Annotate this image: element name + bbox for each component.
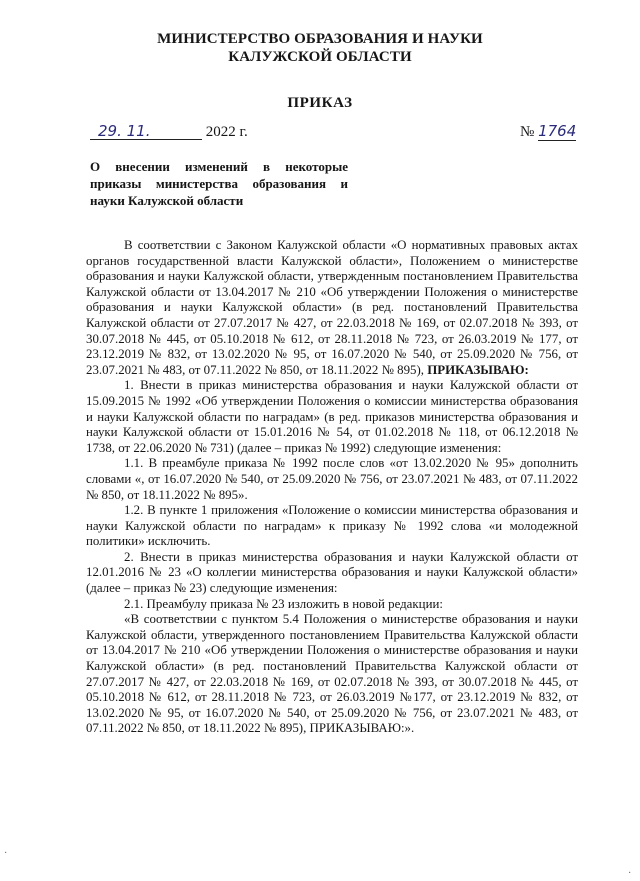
order-date <box>90 124 248 141</box>
number-prefix: № <box>520 124 535 140</box>
order-subject: О внесении изменений в некоторые приказы министерства образования и науки Калужской области <box>90 159 348 208</box>
ministry-header <box>0 30 640 66</box>
scan-mark-right: · <box>628 868 632 879</box>
ministry-name-line2: КАЛУЖСКОЙ ОБЛАСТИ <box>228 49 412 65</box>
clause-2: 2. Внести в приказ министерства образования и науки Калужской области от 12.01.2016 № 23 «О коллегии министерства образования и науки Калужской области» (далее – приказ № 23) следующие изменения: <box>86 549 578 596</box>
handwritten-number: 1764 <box>538 122 577 140</box>
order-body <box>86 238 578 737</box>
clause-1-2: 1.2. В пункте 1 приложения «Положение о комиссии министерства образования и науки Калужской области по наградам» к приказу № 1992 слова «и молодежной политики» исключить. <box>86 503 578 549</box>
ministry-name-line1: МИНИСТЕРСТВО ОБРАЗОВАНИЯ И НАУКИ <box>157 31 483 47</box>
clause-2-1: 2.1. Преамбулу приказа № 23 изложить в новой редакции: <box>124 596 443 611</box>
preamble-paragraph: В соответствии с Законом Калужской области «О нормативных правовых актах органов государственной власти Калужской области», Положением о министерстве образования и науки Калужской области, утвержденным постановлением Правительства Калужской области от 13.04.2017 № 210 «Об утверждении Положения о министерстве образования и науки Калужской области» (в ред. постановлений Правительства Калужской области от 27.07.2017 № 427, от 22.03.2018 № 169, от 02.07.2018 № 393, от 30.07.2018 № 445, от 05.10.2018 № 612, от 28.11.2018 № 723, от 26.03.2019 № 177, от 23.12.2019 № 832, от 13.02.2020 № 95, от 16.07.2020 № 540, от 25.09.2020 № 756, от 23.07.2021 № 483, от 07.11.2022 № 850, от 18.11.2022 № 895), ПРИКАЗЫВАЮ: <box>86 238 578 377</box>
handwritten-date: 29. 11. <box>90 124 202 140</box>
order-number <box>520 124 576 141</box>
order-keyword: ПРИКАЗЫВАЮ: <box>427 362 529 377</box>
scan-mark-left: · <box>4 848 8 859</box>
clause-2-1-text: «В соответствии с пунктом 5.4 Положения о министерстве образования и науки Калужской области, утвержденного постановлением Правительства Калужской области от 13.04.2017 № 210 «Об утверждении Положения о министерстве образования и науки Калужской области» (в ред. постановлений Правительства Калужской области от 27.07.2017 № 427, от 22.03.2018 № 169, от 02.07.2018 № 393, от 30.07.2018 № 445, от 05.10.2018 № 612, от 28.11.2018 № 723, от 26.03.2019 №177, от 23.12.2019 № 832, от 13.02.2020 № 95, от 16.07.2020 № 540, от 25.09.2020 № 756, от 23.07.2021 № 483, от 07.11.2022 № 850, от 18.11.2022 № 895), ПРИКАЗЫВАЮ:». <box>86 612 578 736</box>
date-year: 2022 г. <box>205 124 248 140</box>
clause-1-1: 1.1. В преамбуле приказа № 1992 после слов «от 13.02.2020 № 95» дополнить словами «, от 16.07.2020 № 540, от 25.09.2020 № 756, от 23.07.2021 № 483, от 07.11.2022 № 850, от 18.11.2022 № 895». <box>86 456 578 502</box>
document-type-title: ПРИКАЗ <box>287 95 353 111</box>
clause-1: 1. Внести в приказ министерства образования и науки Калужской области от 15.09.2015 № 1992 «Об утверждении Положения о комиссии министерства образования и науки Калужской области по наградам» (в ред. приказов министерства образования и науки Калужской области от 15.01.2016 № 54, от 01.02.2018 № 118, от 06.12.2018 № 1738, от 22.06.2020 № 731) (далее – приказ № 1992) следующие изменения: <box>86 378 578 455</box>
